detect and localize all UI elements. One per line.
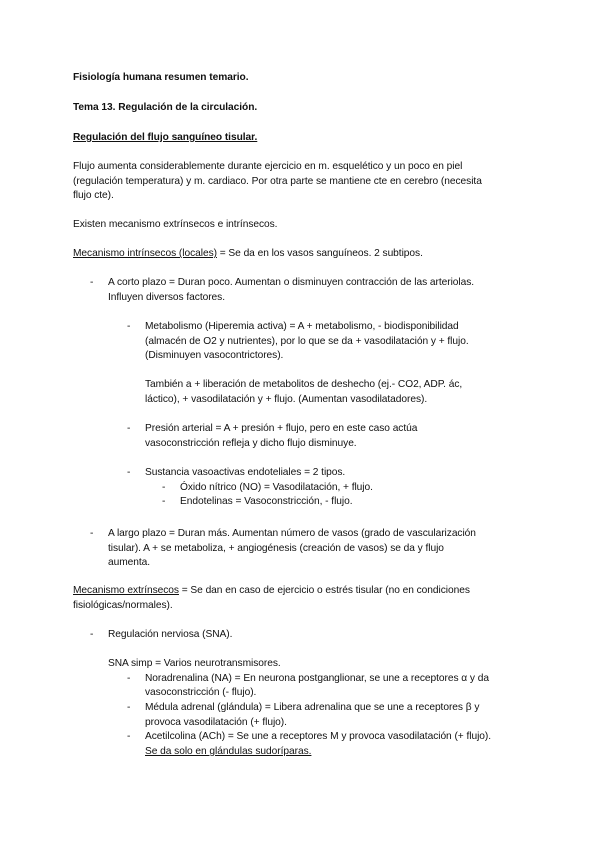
long-term-line: tisular). A + se metaboliza, + angiogénesis (creación de vasos) se da y flujo xyxy=(108,543,444,554)
noradrenaline-line: Noradrenalina (NA) = En neurona postganglionar, se une a receptores α y da xyxy=(145,673,489,684)
bullet-dash: - xyxy=(90,277,94,288)
bullet-dash: - xyxy=(127,321,131,332)
noradrenaline-line: vasoconstricción (- flujo). xyxy=(145,687,257,698)
metabolism-line: Metabolismo (Hiperemia activa) = A + metabolismo, - biodisponibilidad xyxy=(145,321,459,332)
short-term-line: Influyen diversos factores. xyxy=(108,292,225,303)
bullet-dash: - xyxy=(90,528,94,539)
endothelial-line: Sustancia vasoactivas endoteliales = 2 tipos. xyxy=(145,467,346,478)
nitric-oxide-line: Óxido nítrico (NO) = Vasodilatación, + flujo. xyxy=(180,482,373,493)
bullet-dash: - xyxy=(127,702,131,713)
bullet-dash: - xyxy=(127,673,131,684)
bullet-dash: - xyxy=(162,482,166,493)
intro-line: flujo cte). xyxy=(73,190,114,201)
intro-line: (regulación temperatura) y m. cardiaco. Por otra parte se mantiene cte en cerebro (necesita xyxy=(73,176,482,187)
mechanisms-line: Existen mecanismo extrínsecos e intrínsecos. xyxy=(73,219,278,230)
bullet-dash: - xyxy=(127,423,131,434)
adrenal-line: provoca vasodilatación (+ flujo). xyxy=(145,717,287,728)
extrinsic-label: Mecanismo extrínsecos xyxy=(73,585,179,596)
intrinsic-text: = Se da en los vasos sanguíneos. 2 subtipos. xyxy=(216,248,423,259)
bullet-dash: - xyxy=(127,467,131,478)
doc-title: Fisiología humana resumen temario. xyxy=(73,72,249,83)
extrinsic-line: fisiológicas/normales). xyxy=(73,600,173,611)
topic-heading: Tema 13. Regulación de la circulación. xyxy=(73,102,258,113)
extrinsic-line xyxy=(73,584,470,599)
short-term-line: A corto plazo = Duran poco. Aumentan o disminuyen contracción de las arteriolas. xyxy=(108,277,475,288)
nervous-line: Regulación nerviosa (SNA). xyxy=(108,629,233,640)
adrenal-line: Médula adrenal (glándula) = Libera adrenalina que se une a receptores β y xyxy=(145,702,480,713)
bullet-dash: - xyxy=(127,731,131,742)
sna-line: SNA simp = Varios neurotransmisores. xyxy=(108,658,281,669)
pressure-line: Presión arterial = A + presión + flujo, pero en este caso actúa xyxy=(145,423,418,434)
pressure-line: vasoconstricción refleja y dicho flujo disminuye. xyxy=(145,438,357,449)
acetylcholine-note: Se da solo en glándulas sudoríparas. xyxy=(145,746,312,757)
intrinsic-label: Mecanismo intrínsecos (locales) xyxy=(73,248,217,259)
metabolism-line: (Disminuyen vasocontrictores). xyxy=(145,350,284,361)
endothelins-line: Endotelinas = Vasoconstricción, - flujo. xyxy=(180,496,353,507)
intrinsic-line xyxy=(73,247,423,262)
intro-line: Flujo aumenta considerablemente durante ejercicio en m. esquelético y un poco en piel xyxy=(73,161,463,172)
long-term-line: aumenta. xyxy=(108,557,151,568)
bullet-dash: - xyxy=(90,629,94,640)
metabolites-line: También a + liberación de metabolitos de deshecho (ej.- CO2, ADP. ác, xyxy=(145,379,463,390)
extrinsic-text: = Se dan en caso de ejercicio o estrés tisular (no en condiciones xyxy=(178,585,470,596)
metabolites-line: láctico), + vasodilatación y + flujo. (Aumentan vasodilatadores). xyxy=(145,394,428,405)
long-term-line: A largo plazo = Duran más. Aumentan número de vasos (grado de vascularización xyxy=(108,528,476,539)
section-heading: Regulación del flujo sanguíneo tisular. xyxy=(73,132,258,143)
bullet-dash: - xyxy=(162,496,166,507)
metabolism-line: (almacén de O2 y nutrientes), por lo que se da + vasodilatación y + flujo. xyxy=(145,336,469,347)
acetylcholine-line: Acetilcolina (ACh) = Se une a receptores M y provoca vasodilatación (+ flujo). xyxy=(145,731,492,742)
